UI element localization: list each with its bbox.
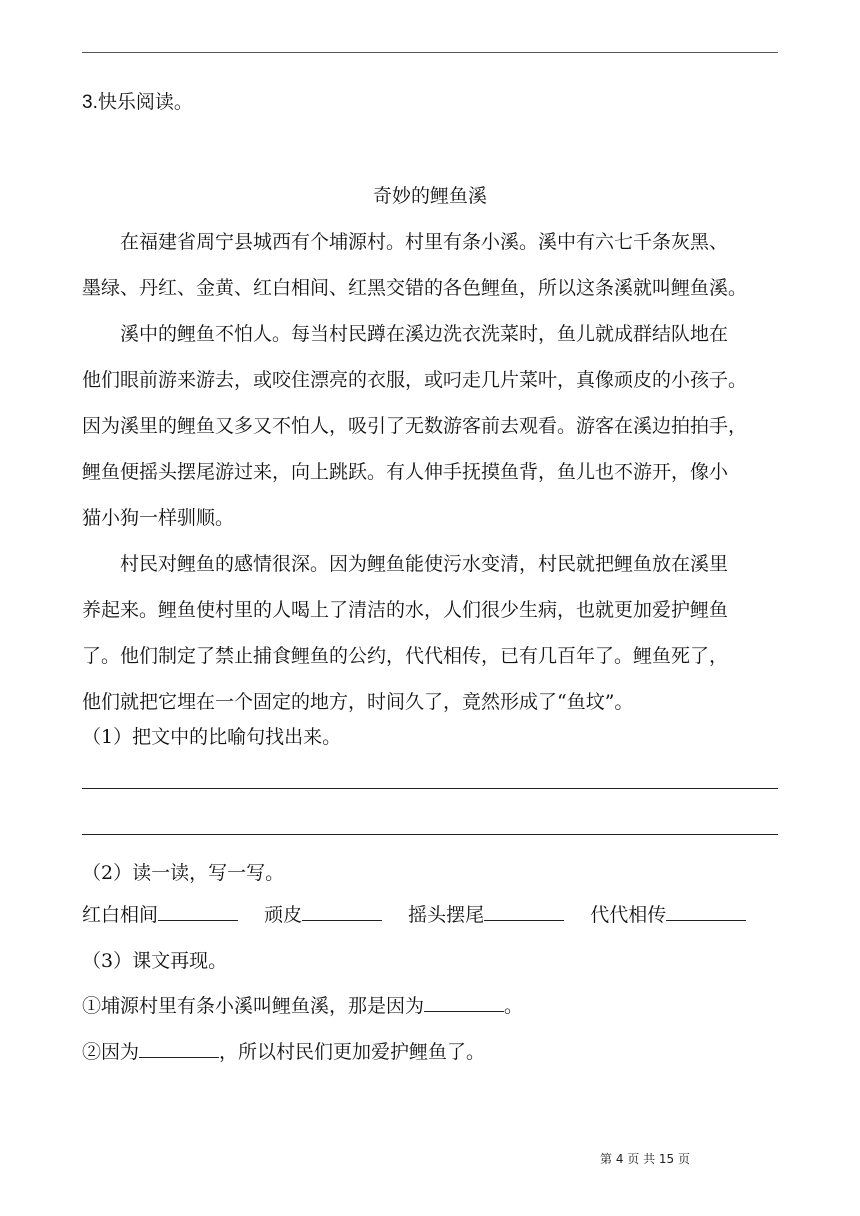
question-3-2-text: ②因为 [82,1041,140,1063]
paragraph-line: 了。他们制定了禁止捕食鲤鱼的公约，代代相传，已有几百年了。鲤鱼死了， [82,645,729,667]
question-3-1 [82,987,523,1025]
word-text: 摇头摆尾 [408,904,485,926]
word-blank[interactable] [158,902,238,921]
paragraph-line: 猫小狗一样驯顺。 [82,507,235,529]
question-3-1-end: 。 [504,995,524,1017]
answer-line-2[interactable] [82,834,778,835]
word-item [82,896,238,934]
answer-line-1[interactable] [82,788,778,789]
paragraph-line: 因为溪里的鲤鱼又多又不怕人，吸引了无数游客前去观看。游客在溪边拍拍手， [82,415,748,437]
word-text: 红白相间 [82,904,159,926]
word-text: 顽皮 [264,904,303,926]
paragraph-line: 他们就把它埋在一个固定的地方，时间久了，竟然形成了“鱼坟”。 [82,691,634,713]
section-heading: 3.快乐阅读。 [82,92,193,113]
paragraph-line: 鲤鱼便摇头摆尾游过来，向上跳跃。有人伸手抚摸鱼背，鱼儿也不游开，像小 [82,461,729,483]
question-3: （3）课文再现。 [82,950,228,972]
word-item [264,896,382,934]
paragraph-line: 墨绿、丹红、金黄、红白相间、红黑交错的各色鲤鱼，所以这条溪就叫鲤鱼溪。 [82,277,748,299]
paragraph-line: 在福建省周宁县城西有个埔源村。村里有条小溪。溪中有六七千条灰黑、 [120,231,729,253]
header-rule [82,52,778,53]
question-1: （1）把文中的比喻句找出来。 [82,726,342,748]
word-item [590,896,746,934]
word-blank[interactable] [666,902,746,921]
question-3-2-blank[interactable] [139,1039,219,1058]
word-blank[interactable] [484,902,564,921]
page-number: 第 4 页 共 15 页 [600,1152,690,1166]
question-3-1-blank[interactable] [424,993,504,1012]
passage-title: 奇妙的鲤鱼溪 [372,185,487,207]
word-item [408,896,564,934]
paragraph-line: 养起来。鲤鱼使村里的人喝上了清洁的水，人们很少生病，也就更加爱护鲤鱼 [82,599,729,621]
paragraph-line: 溪中的鲤鱼不怕人。每当村民蹲在溪边洗衣洗菜时，鱼儿就成群结队地在 [120,323,729,345]
paragraph-line: 他们眼前游来游去，或咬住漂亮的衣服，或叼走几片菜叶，真像顽皮的小孩子。 [82,369,748,391]
question-3-1-text: ①埔源村里有条小溪叫鲤鱼溪，那是因为 [82,995,425,1017]
question-3-2 [82,1033,485,1071]
word-blank[interactable] [302,902,382,921]
passage-body [82,219,782,725]
word-text: 代代相传 [590,904,667,926]
question-2: （2）读一读，写一写。 [82,862,285,884]
word-list [82,896,766,934]
paragraph-line: 村民对鲤鱼的感情很深。因为鲤鱼能使污水变清，村民就把鲤鱼放在溪里 [120,553,729,575]
question-3-2-end: ，所以村民们更加爱护鲤鱼了。 [219,1041,486,1063]
